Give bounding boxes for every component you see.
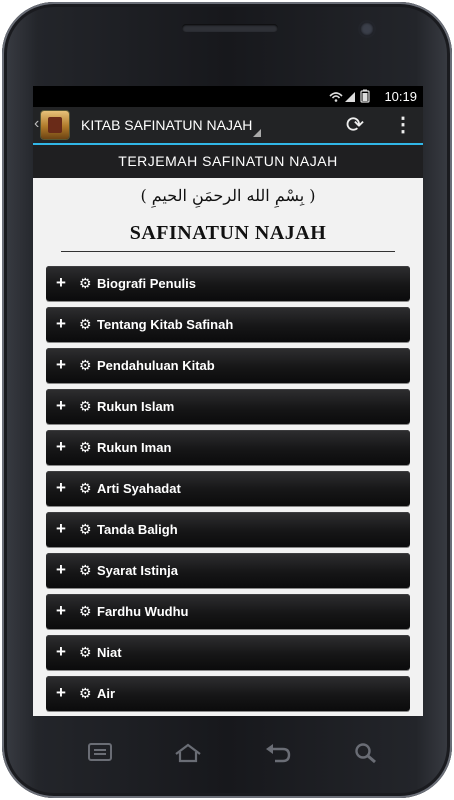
list-item[interactable] <box>46 512 410 547</box>
list-item-label: Biografi Penulis <box>97 276 196 291</box>
up-caret-icon[interactable]: ‹ <box>34 115 40 132</box>
list-item-label: Fardhu Wudhu <box>97 604 189 619</box>
expand-plus-icon: + <box>56 478 66 497</box>
list-item[interactable] <box>46 348 410 383</box>
status-time: 10:19 <box>384 89 417 104</box>
expand-plus-icon: + <box>56 314 66 333</box>
list-item-label: Rukun Islam <box>97 399 175 414</box>
list-item[interactable] <box>46 553 410 588</box>
search-button[interactable] <box>348 741 384 769</box>
earpiece-speaker <box>182 24 278 32</box>
screen <box>33 86 423 716</box>
expand-plus-icon: + <box>56 273 66 292</box>
refresh-icon[interactable]: ⟳ <box>345 112 365 137</box>
list-item-label: Niat <box>97 645 122 660</box>
wifi-signal-battery-icon <box>329 89 373 103</box>
list-item[interactable] <box>46 676 410 711</box>
gear-icon: ⚙ <box>79 316 92 332</box>
menu-button[interactable] <box>82 741 118 769</box>
gear-icon: ⚙ <box>79 439 92 455</box>
expand-plus-icon: + <box>56 437 66 456</box>
search-icon <box>353 741 379 765</box>
home-icon <box>173 741 203 765</box>
expand-plus-icon: + <box>56 355 66 374</box>
list-item[interactable] <box>46 471 410 506</box>
expand-plus-icon: + <box>56 396 66 415</box>
list-item[interactable] <box>46 430 410 465</box>
app-title[interactable]: KITAB SAFINATUN NAJAH <box>81 117 253 133</box>
expand-plus-icon: + <box>56 642 66 661</box>
gear-icon: ⚙ <box>79 275 92 291</box>
basmalah-text: ( بِسْمِ الله الرحمَنِ الحيمِ ) <box>140 186 316 205</box>
phone-frame <box>2 2 452 798</box>
list-item[interactable] <box>46 594 410 629</box>
list-item-label: Air <box>97 686 116 701</box>
expand-plus-icon: + <box>56 560 66 579</box>
menu-icon <box>87 741 113 763</box>
list-item-label: Tentang Kitab Safinah <box>97 317 234 332</box>
expand-plus-icon: + <box>56 683 66 702</box>
list-item[interactable] <box>46 266 410 301</box>
list-item[interactable] <box>46 635 410 670</box>
dropdown-indicator-icon[interactable] <box>253 129 261 137</box>
main-content[interactable] <box>33 178 423 716</box>
heading-divider <box>61 251 395 252</box>
list-item[interactable] <box>46 389 410 424</box>
gear-icon: ⚙ <box>79 685 92 701</box>
back-button[interactable] <box>260 741 296 769</box>
list-item-label: Pendahuluan Kitab <box>97 358 215 373</box>
expand-plus-icon: + <box>56 601 66 620</box>
list-item-label: Tanda Baligh <box>97 522 178 537</box>
gear-icon: ⚙ <box>79 357 92 373</box>
front-camera <box>360 22 374 36</box>
app-icon[interactable] <box>41 111 69 139</box>
gear-icon: ⚙ <box>79 562 92 578</box>
gear-icon: ⚙ <box>79 480 92 496</box>
list-item[interactable] <box>46 307 410 342</box>
status-bar <box>33 86 423 107</box>
page-heading: SAFINATUN NAJAH <box>129 222 327 244</box>
overflow-menu-icon[interactable]: ⋮ <box>393 114 413 136</box>
gear-icon: ⚙ <box>79 521 92 537</box>
list-item-label: Rukun Iman <box>97 440 172 455</box>
status-icons <box>329 89 373 106</box>
sub-header-title: TERJEMAH SAFINATUN NAJAH <box>33 145 423 178</box>
back-arrow-icon <box>263 741 293 765</box>
home-button[interactable] <box>170 741 206 769</box>
action-bar <box>33 107 423 145</box>
gear-icon: ⚙ <box>79 644 92 660</box>
chapter-list <box>46 266 410 716</box>
expand-plus-icon: + <box>56 519 66 538</box>
hardware-nav-bar <box>32 727 426 783</box>
list-item-label: Syarat Istinja <box>97 563 178 578</box>
gear-icon: ⚙ <box>79 603 92 619</box>
gear-icon: ⚙ <box>79 398 92 414</box>
list-item-label: Arti Syahadat <box>97 481 181 496</box>
